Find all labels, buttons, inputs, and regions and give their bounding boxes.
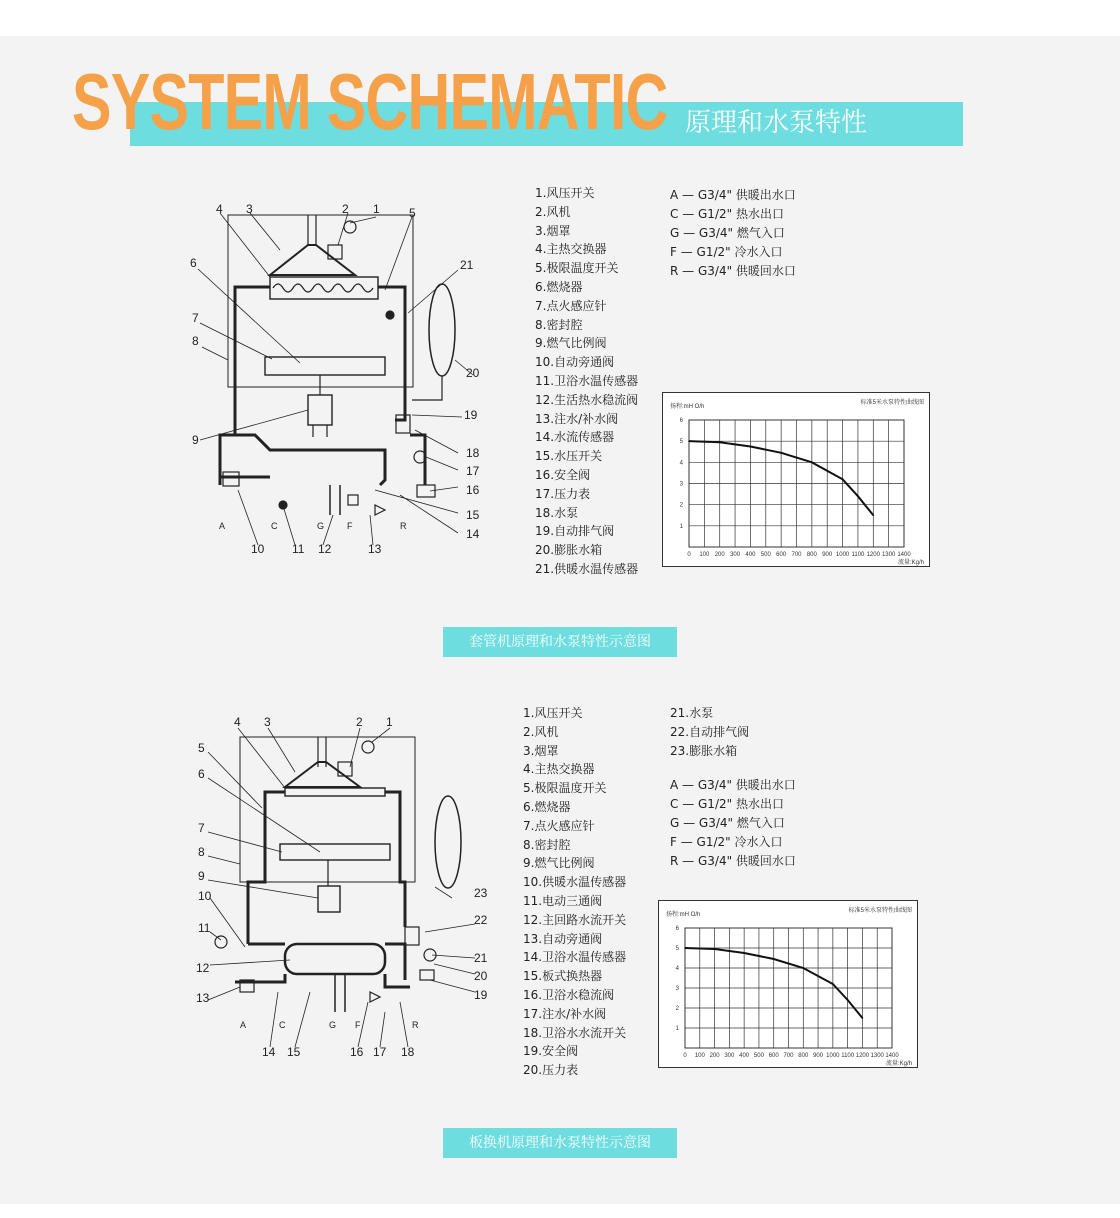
x-tick-label: 400	[739, 1053, 750, 1059]
y-tick-label: 2	[679, 502, 683, 509]
part-item: 8.密封腔	[523, 837, 571, 852]
part-item: 6.燃烧器	[535, 279, 583, 294]
part-item: 5.极限温度开关	[523, 781, 607, 796]
callout-label: 21	[460, 258, 474, 272]
x-tick-label: 1100	[841, 1053, 855, 1059]
callout-label: 18	[401, 1045, 415, 1059]
callout-label: 22	[474, 913, 488, 927]
page-title: SYSTEM SCHEMATIC	[72, 57, 668, 146]
port-label: R	[400, 521, 407, 531]
part-item: 13.自动旁通阀	[523, 931, 603, 946]
x-tick-label: 900	[822, 552, 833, 558]
port-item: C — G1/2" 热水出口	[670, 797, 784, 811]
callout-label: 12	[196, 961, 210, 975]
ports-list-2	[670, 776, 796, 871]
x-tick-label: 0	[683, 1053, 687, 1059]
y-tick-label: 3	[675, 986, 679, 992]
curve-point	[714, 948, 716, 950]
x-tick-label: 500	[753, 1053, 764, 1059]
callout-label: 23	[474, 886, 488, 900]
curve-point	[719, 441, 721, 443]
x-tick-label: 300	[724, 1053, 735, 1059]
boiler-schematic-2	[190, 712, 510, 1062]
bypass-valve	[223, 472, 239, 486]
y-tick-label: 5	[679, 439, 683, 446]
x-tick-label: 500	[760, 552, 771, 558]
part-item: 12.生活热水稳流阀	[535, 392, 639, 407]
callout-label: 6	[198, 767, 205, 781]
part-item: 2.风机	[535, 204, 571, 219]
part-item: 15.板式换热器	[523, 969, 603, 984]
callout-label: 2	[356, 715, 363, 729]
callout-label: 6	[190, 256, 197, 270]
x-tick-label: 1000	[826, 1053, 840, 1059]
curve-point	[857, 495, 859, 497]
callout-label: 8	[192, 334, 199, 348]
parts-list-1	[535, 184, 638, 579]
expansion-tank	[429, 284, 455, 376]
part-item: 22.自动排气阀	[670, 724, 750, 739]
y-tick-label: 6	[675, 926, 679, 932]
curve-point	[862, 1017, 864, 1019]
curve-point	[773, 958, 775, 960]
part-item: 16.安全阀	[535, 467, 591, 482]
callout-label: 11	[292, 542, 305, 556]
part-item: 10.自动旁通阀	[535, 355, 615, 370]
x-tick-label: 0	[687, 552, 691, 558]
expansion-tank	[435, 796, 461, 888]
x-tick-label: 1100	[851, 552, 865, 558]
callout-label: 9	[198, 869, 205, 883]
x-tick-label: 1000	[835, 552, 850, 558]
port-item: A — G3/4" 供暖出水口	[670, 188, 796, 202]
port-label: F	[347, 521, 353, 531]
part-item: 1.风压开关	[535, 186, 595, 200]
callout-label: 10	[251, 542, 265, 556]
port-label: G	[317, 521, 325, 531]
callout-label: 14	[466, 527, 480, 541]
curve-point	[684, 947, 686, 949]
curve-point	[750, 446, 752, 448]
page-subtitle: 原理和水泵特性	[685, 108, 868, 138]
port-item: G — G3/4" 燃气入口	[670, 816, 785, 830]
parts-list-2-continued	[670, 704, 749, 760]
curve-point	[802, 967, 804, 969]
port-label: C	[271, 521, 278, 531]
pump-curve-chart-1	[662, 392, 930, 567]
curve-point	[872, 514, 874, 516]
callout-label: 13	[196, 991, 210, 1005]
part-item: 10.供暖水温传感器	[523, 875, 627, 890]
x-tick-label: 800	[806, 552, 817, 558]
boiler-schematic-1	[180, 195, 510, 565]
y-tick-label: 1	[679, 523, 683, 530]
chart-ylabel: 扬程:mH O/h	[670, 404, 705, 410]
callout-label: 1	[386, 715, 393, 729]
part-item: 3.烟罩	[535, 223, 571, 238]
callout-label: 1	[373, 202, 380, 216]
callout-label: 16	[350, 1045, 364, 1059]
port-label: A	[240, 1020, 247, 1030]
part-item: 9.燃气比例阀	[523, 856, 595, 871]
callout-label: 19	[474, 988, 488, 1002]
callout-label: 11	[198, 921, 211, 935]
curve-point	[688, 440, 690, 442]
part-item: 1.风压开关	[523, 706, 583, 720]
plate-heat-exchanger	[285, 944, 385, 974]
fan-icon	[338, 762, 352, 776]
chart-frame	[663, 393, 930, 567]
y-tick-label: 4	[679, 460, 683, 467]
flow-valve	[348, 495, 358, 505]
callout-label: 21	[474, 951, 488, 965]
part-item: 17.注水/补水阀	[523, 1006, 607, 1021]
part-item: 17.压力表	[535, 486, 591, 501]
chart-title: 标准5米水泵特性曲线图	[848, 908, 912, 914]
callout-label: 4	[234, 715, 241, 729]
callout-label: 2	[342, 202, 349, 216]
chart-xlabel: 流量:Kg/h	[897, 560, 924, 566]
gas-valve	[318, 886, 340, 912]
curve-point	[811, 462, 813, 464]
x-tick-label: 700	[783, 1053, 794, 1059]
callout-label: 15	[466, 508, 480, 522]
part-item: 6.燃烧器	[523, 799, 571, 814]
part-item: 11.电动三通阀	[523, 893, 603, 908]
chart-ylabel: 扬程:mH O/h	[666, 912, 701, 918]
ports-list-1	[670, 186, 796, 281]
part-item: 20.压力表	[523, 1063, 579, 1078]
part-item: 13.注水/补水阀	[535, 411, 619, 426]
part-item: 18.水泵	[535, 505, 579, 520]
port-item: F — G1/2" 冷水入口	[670, 835, 783, 849]
pressure-switch-icon	[362, 741, 374, 753]
x-tick-label: 1400	[897, 552, 911, 558]
x-tick-label: 100	[694, 1053, 705, 1059]
x-tick-label: 400	[745, 552, 756, 558]
x-tick-label: 200	[714, 552, 725, 558]
port-label: R	[412, 1020, 419, 1030]
port-label: A	[219, 521, 226, 531]
callout-label: 3	[264, 715, 271, 729]
part-item: 12.主回路水流开关	[523, 912, 627, 927]
callout-label: 17	[373, 1045, 387, 1059]
callout-label: 5	[409, 206, 416, 220]
part-item: 20.膨胀水箱	[535, 543, 603, 558]
section-caption-2: 板换机原理和水泵特性示意图	[443, 1128, 677, 1158]
part-item: 15.水压开关	[535, 449, 603, 464]
part-item: 4.主热交换器	[535, 242, 607, 257]
part-item: 21.供暖水温传感器	[535, 561, 639, 576]
heat-exchanger	[270, 277, 378, 299]
callout-label: 19	[464, 408, 478, 422]
y-tick-label: 1	[675, 1026, 679, 1032]
chart-title: 标准5米水泵特性曲线图	[860, 400, 924, 406]
callout-label: 9	[192, 433, 199, 447]
part-item: 9.燃气比例阀	[535, 336, 607, 351]
part-item: 4.主热交换器	[523, 762, 595, 777]
port-label: C	[279, 1020, 286, 1030]
sensor-icon	[279, 501, 287, 509]
x-tick-label: 900	[813, 1053, 824, 1059]
part-item: 3.烟罩	[523, 743, 559, 758]
curve-point	[780, 452, 782, 454]
pump-curve-chart-2	[658, 900, 918, 1068]
x-tick-label: 1200	[855, 1053, 870, 1059]
y-tick-label: 6	[679, 418, 683, 424]
y-tick-label: 4	[675, 966, 679, 972]
curve-point	[832, 983, 834, 985]
callout-label: 3	[246, 202, 253, 216]
part-item: 2.风机	[523, 724, 559, 739]
callout-label: 10	[198, 889, 212, 903]
callout-label: 16	[466, 483, 480, 497]
part-item: 18.卫浴水水流开关	[523, 1025, 627, 1040]
parts-list-2	[523, 704, 626, 1080]
y-tick-label: 3	[679, 481, 683, 488]
pump-icon	[405, 927, 419, 945]
callout-label: 4	[216, 202, 223, 216]
callout-label: 12	[318, 542, 332, 556]
callout-label: 20	[466, 366, 480, 380]
x-tick-label: 100	[699, 552, 710, 558]
port-item: R — G3/4" 供暖回水口	[670, 854, 796, 868]
heat-exchanger	[285, 788, 385, 796]
part-item: 19.安全阀	[523, 1044, 579, 1059]
port-label: F	[355, 1020, 361, 1030]
x-tick-label: 800	[798, 1053, 809, 1059]
callout-label: 17	[466, 464, 480, 478]
burner	[265, 357, 385, 375]
port-item: G — G3/4" 燃气入口	[670, 226, 785, 240]
port-item: C — G1/2" 热水出口	[670, 207, 784, 221]
burner	[280, 844, 390, 860]
callout-label: 13	[368, 542, 382, 556]
part-item: 8.密封腔	[535, 317, 583, 332]
port-label: G	[329, 1020, 337, 1030]
callout-label: 15	[287, 1045, 301, 1059]
x-tick-label: 1300	[870, 1053, 884, 1059]
safety-valve	[420, 970, 434, 980]
part-item: 23.膨胀水箱	[670, 743, 738, 758]
part-item: 11.卫浴水温传感器	[535, 373, 639, 388]
section-caption-1: 套管机原理和水泵特性示意图	[443, 627, 677, 657]
callout-label: 14	[262, 1045, 276, 1059]
part-item: 14.水流传感器	[535, 430, 615, 445]
callout-label: 8	[198, 845, 205, 859]
y-tick-label: 5	[675, 946, 679, 952]
part-item: 19.自动排气阀	[535, 524, 615, 539]
callout-label: 7	[192, 311, 199, 325]
x-tick-label: 200	[709, 1053, 720, 1059]
curve-point	[842, 478, 844, 480]
callout-label: 5	[198, 741, 205, 755]
chart-xlabel: 流量:Kg/h	[885, 1061, 912, 1067]
gas-valve	[308, 395, 332, 425]
part-item: 16.卫浴水稳流阀	[523, 987, 615, 1002]
curve-point	[743, 952, 745, 954]
x-tick-label: 600	[776, 552, 787, 558]
x-tick-label: 1300	[881, 552, 896, 558]
port-item: A — G3/4" 供暖出水口	[670, 778, 796, 792]
callout-label: 20	[474, 969, 488, 983]
three-way-valve	[215, 936, 227, 948]
x-tick-label: 700	[791, 552, 802, 558]
part-item: 5.极限温度开关	[535, 261, 619, 276]
part-item: 7.点火感应针	[523, 818, 595, 833]
curve-point	[847, 999, 849, 1001]
x-tick-label: 1400	[885, 1053, 899, 1059]
part-item: 14.卫浴水温传感器	[523, 950, 627, 965]
callout-label: 7	[198, 821, 205, 835]
pump-icon	[396, 415, 410, 433]
port-item: R — G3/4" 供暖回水口	[670, 264, 796, 278]
chart-frame	[659, 901, 918, 1068]
y-tick-label: 2	[675, 1006, 679, 1012]
part-item: 7.点火感应针	[535, 298, 607, 313]
port-item: F — G1/2" 冷水入口	[670, 245, 783, 259]
x-tick-label: 600	[768, 1053, 779, 1059]
x-tick-label: 300	[730, 552, 741, 558]
x-tick-label: 1200	[866, 552, 880, 558]
callout-label: 18	[466, 446, 480, 460]
part-item: 21.水泵	[670, 706, 714, 720]
